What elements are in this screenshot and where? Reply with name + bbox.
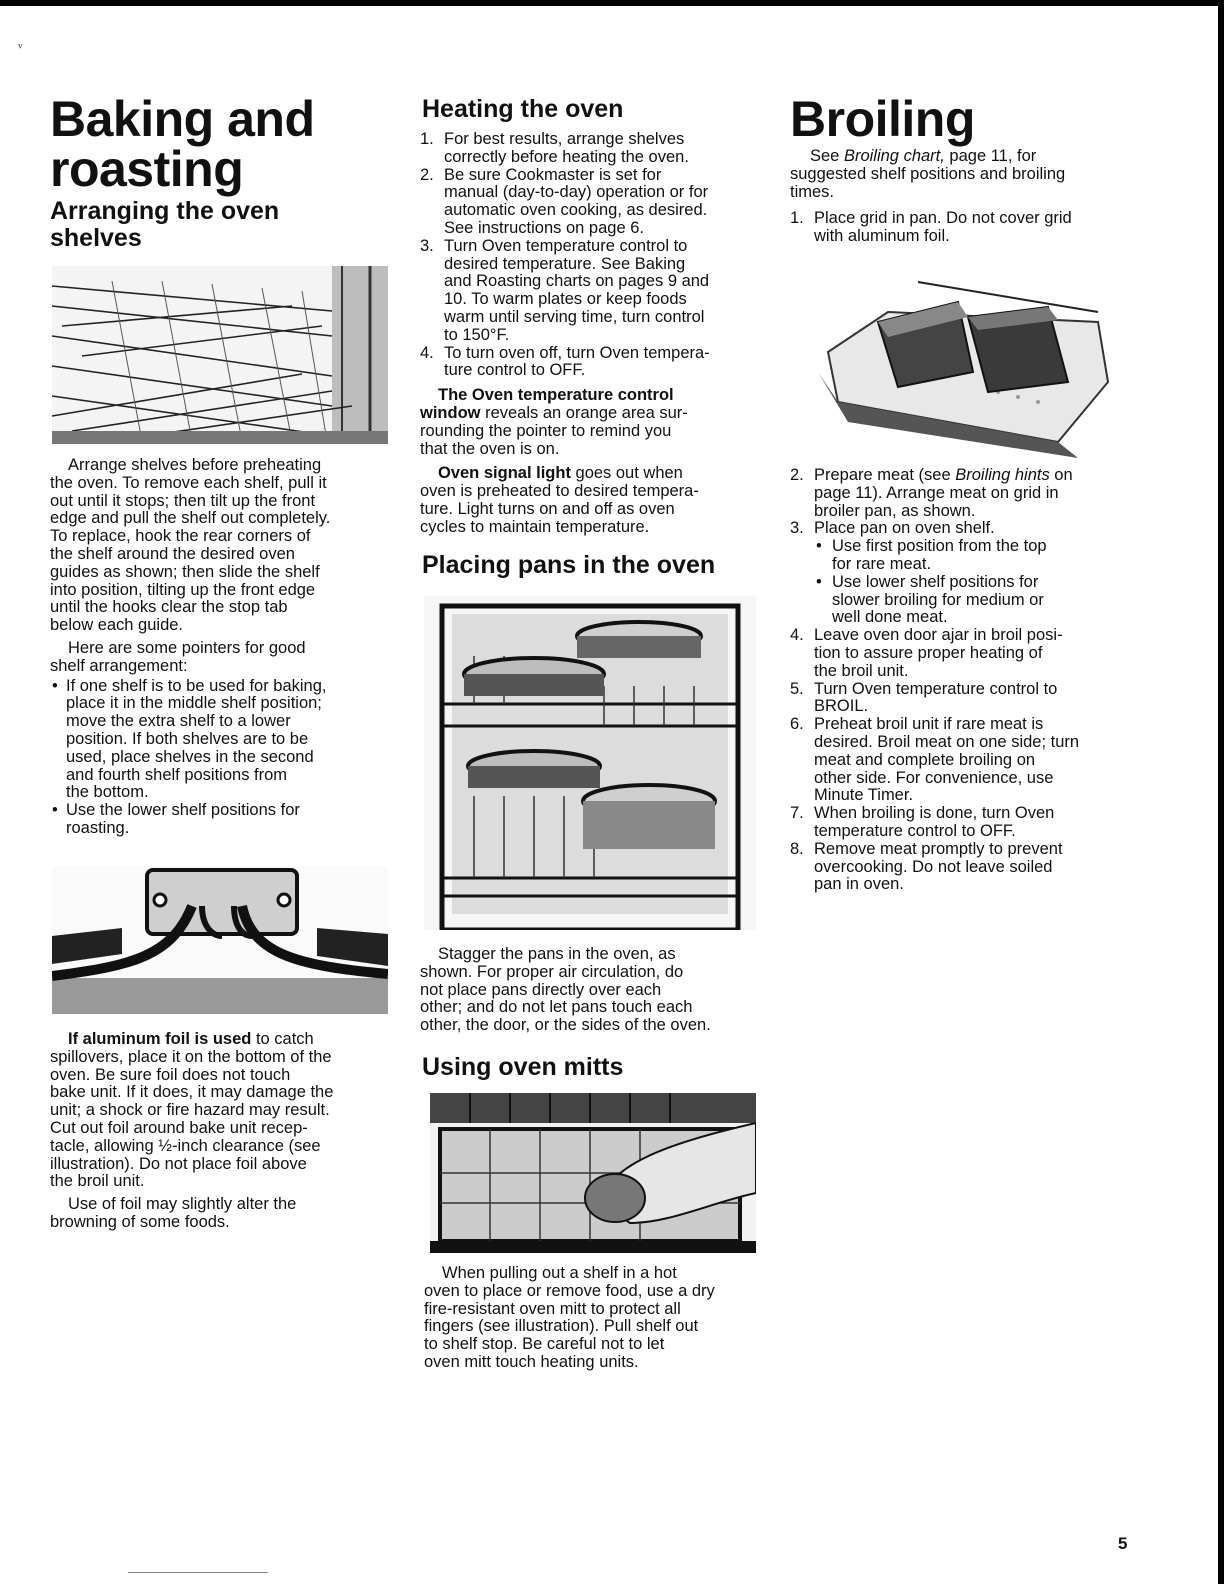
step-3-sublist <box>814 538 1125 627</box>
list-item: 5. Turn Oven temperature control to BROIL. <box>790 679 1058 716</box>
subtitle-line-2: shelves <box>50 224 142 252</box>
page-border-top <box>0 0 1224 6</box>
subtitle-line-1: Arranging the oven <box>50 197 280 225</box>
line: guides as shown; then slide the shelf <box>50 562 320 581</box>
pointers-list <box>50 678 386 838</box>
foil-paragraph <box>50 1031 386 1191</box>
oven-shelf-illustration <box>52 266 388 444</box>
line: position. If both shelves are to be <box>66 729 309 748</box>
list-item: 6. Preheat broil unit if rare meat is desired. Broil meat on one side; turn meat and complete broiling on other side. For convenience, use Minute Timer. <box>790 715 1080 805</box>
line: illustration). Do not place foil above <box>50 1154 307 1173</box>
line: bake unit. If it does, it may damage the <box>50 1083 334 1102</box>
section-title-broiling: Broiling <box>790 91 975 147</box>
bake-unit-receptacle-illustration <box>52 866 388 1014</box>
line: browning of some foods. <box>50 1212 230 1231</box>
list-item: 4. Leave oven door ajar in broil posi- tion to assure proper heating of the broil unit. <box>790 626 1063 680</box>
line: oven. Be sure foil does not touch <box>50 1065 291 1084</box>
shelves-paragraph-cont <box>50 475 386 635</box>
line: Here are some pointers for good <box>68 638 306 657</box>
line: shelf arrangement: <box>50 656 188 675</box>
line: edge and pull the shelf out completely. <box>50 509 331 528</box>
line: Cut out foil around bake unit recep- <box>50 1118 308 1137</box>
line: the bottom. <box>66 783 149 802</box>
line: and fourth shelf positions from <box>66 765 288 784</box>
section-title-baking <box>50 91 315 197</box>
heading-heating-oven: Heating the oven <box>422 95 624 123</box>
broiling-intro: See Broiling chart, page 11, for suggested shelf positions and broiling times. <box>790 147 1066 201</box>
line: spillovers, place it on the bottom of the <box>50 1047 332 1066</box>
line: tacle, allowing ½-inch clearance (see <box>50 1136 321 1155</box>
line: the oven. To remove each shelf, pull it <box>50 473 327 492</box>
line: Arrange shelves before preheating <box>68 456 322 474</box>
title-line-2: roasting <box>50 141 244 197</box>
list-item: 2. Prepare meat (see Broiling hints on page 11). Arrange meat on grid in broiler pan, as shown. <box>790 466 1073 520</box>
line: Use the lower shelf positions for <box>66 801 300 820</box>
pointers-paragraph <box>50 640 386 676</box>
oven-mitt-illustration <box>430 1093 756 1253</box>
staggered-pans-illustration <box>424 596 756 930</box>
list-item: 1. For best results, arrange shelves correctly before heating the oven. <box>420 130 689 166</box>
heating-steps <box>420 131 760 380</box>
list-item: 2. Be sure Cookmaster is set for manual (day-to-day) operation or for automatic oven cooking, as desired. See instructions on page 6. <box>420 165 709 237</box>
list-item: 8. Remove meat promptly to prevent overcooking. Do not leave soiled pan in oven. <box>790 839 1063 894</box>
heading-oven-mitts: Using oven mitts <box>422 1053 624 1081</box>
foil-bold-text: If aluminum foil is used <box>68 1030 252 1048</box>
broiling-step-1 <box>790 210 1125 246</box>
line: move the extra shelf to a lower <box>66 712 291 731</box>
foil-browning-paragraph <box>50 1196 386 1232</box>
line: until the hooks clear the stop tab <box>50 598 288 617</box>
list-item: 7. When broiling is done, turn Oven temperature control to OFF. <box>790 804 1055 840</box>
list-item: • If one shelf is to be used for baking, place it in the middle shelf position; move the extra shelf to a lower position. If both shelves are to be used, place shelves in the second and fourth shelf positions from the bottom. <box>52 676 327 802</box>
heading-placing-pans: Placing pans in the oven <box>422 551 716 579</box>
line: out until it stops; then tilt up the front <box>50 491 316 510</box>
broiler-pan-illustration <box>818 262 1116 458</box>
subsection-title-shelves <box>50 198 279 252</box>
line: Use of foil may slightly alter the <box>68 1195 297 1214</box>
list-item: 4. To turn oven off, turn Oven tempera- ture control to OFF. <box>420 343 710 380</box>
shelves-paragraph <box>50 457 386 475</box>
page-number: 5 <box>1118 1534 1128 1553</box>
line: roasting. <box>66 818 130 837</box>
line: the broil unit. <box>50 1172 145 1191</box>
line: used, place shelves in the second <box>66 747 314 766</box>
line: To replace, hook the rear corners of <box>50 527 311 546</box>
line: below each guide. <box>50 616 184 635</box>
broiling-steps <box>790 467 1125 894</box>
title-line-1: Baking and <box>50 91 315 147</box>
list-item: • Use first position from the top for rare meat. <box>816 537 1047 573</box>
temperature-window-paragraph: The Oven temperature control window reveals an orange area sur- rounding the pointer to remind you that the oven is on. <box>420 386 688 458</box>
line: into position, tilting up the front edge <box>50 580 316 599</box>
line: the shelf around the desired oven <box>50 544 295 563</box>
oven-mitt-paragraph: When pulling out a shelf in a hot oven to place or remove food, use a dry fire-resistant oven mitt to protect all fingers (see illustration). Pull shelf out to shelf stop. Be careful not to let oven mitt touch heating units. <box>424 1264 715 1371</box>
stagger-paragraph: Stagger the pans in the oven, as shown. For proper air circulation, do not place pans directly over each other; and do not let pans touch each other, the door, or the sides of the oven. <box>420 945 711 1035</box>
list-item: • Use lower shelf positions for slower broiling for medium or well done meat. <box>816 572 1044 627</box>
line: unit; a shock or fire hazard may result. <box>50 1101 330 1120</box>
list-item: 3. Place pan on oven shelf. • Use first position from the top for rare meat. • Use lower shelf positions for slower broiling for medium or well done meat. <box>790 520 1125 627</box>
line: to catch <box>251 1030 314 1048</box>
scan-mark: ᵥ <box>18 34 23 51</box>
list-item: 3. Turn Oven temperature control to desired temperature. See Baking and Roasting charts on pages 9 and 10. To warm plates or keep foods warm until serving time, turn control to 150°F. <box>420 236 710 344</box>
footer-rule <box>128 1572 268 1573</box>
line: place it in the middle shelf position; <box>66 694 322 713</box>
line: If one shelf is to be used for baking, <box>66 676 327 695</box>
signal-light-paragraph: Oven signal light goes out when oven is preheated to desired tempera- ture. Light turns on and off as oven cycles to maintain temperature. <box>420 464 699 536</box>
list-item: • Use the lower shelf positions for roasting. <box>52 801 300 837</box>
page-border-right <box>1218 0 1224 1584</box>
list-item: 1. Place grid in pan. Do not cover grid with aluminum foil. <box>790 209 1072 246</box>
